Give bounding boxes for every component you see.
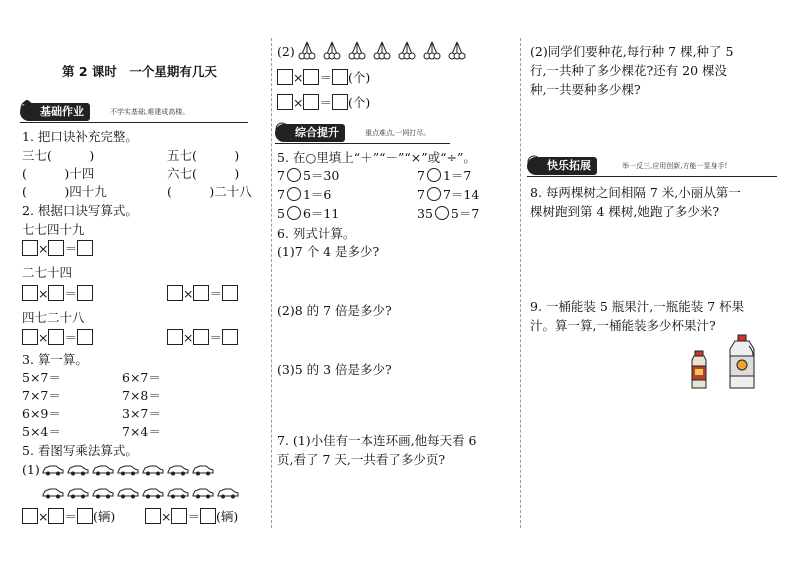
question-8-line-2: 棵树跑到第 4 棵树,她跑了多少米?	[530, 204, 720, 219]
equation-row: × ＝ (辆)	[145, 508, 238, 524]
question-7-part-2-line-1: (2)同学们要种花,每行种 7 棵,种了 5	[530, 44, 734, 59]
question-7-part-2-line-2: 行,一共种了多少棵花?还有 20 棵没	[530, 63, 728, 78]
car-icon	[167, 464, 189, 476]
q6-part-1: (1)7 个 4 是多少?	[277, 244, 380, 259]
q2-rhyme-a: 七七四十九	[22, 222, 85, 237]
q3-item: 7×8＝	[122, 388, 161, 403]
operator-circle[interactable]	[427, 168, 441, 182]
equation-row: × ＝ (个)	[277, 94, 370, 110]
answer-box[interactable]	[77, 329, 93, 345]
car-icon	[192, 487, 214, 499]
equation-row: × ＝	[167, 285, 238, 301]
q3-item: 6×9＝	[22, 406, 61, 421]
equation-row: × ＝	[22, 285, 93, 301]
answer-box[interactable]	[77, 240, 93, 256]
answer-box[interactable]	[277, 94, 293, 110]
question-7-part-2-line-3: 种,一共要种多少棵?	[530, 82, 641, 97]
car-icon	[117, 464, 139, 476]
car-icon	[217, 487, 239, 499]
question-9-line-1: 9. 一桶能装 5 瓶果汁,一瓶能装 7 杯果	[530, 299, 745, 314]
answer-box[interactable]	[332, 94, 348, 110]
question-2: 2. 根据口诀写算式。	[22, 203, 138, 218]
equation-row: × ＝	[22, 329, 93, 345]
car-icon	[42, 487, 64, 499]
equation-row: × ＝ (个)	[277, 69, 370, 85]
question-9-line-2: 汁。算一算,一桶能装多少杯果汁?	[530, 318, 716, 333]
column-divider-left	[271, 38, 272, 528]
q5-part-1-label: (1)	[22, 462, 40, 477]
answer-box[interactable]	[303, 94, 319, 110]
operator-item: 7 7＝14	[417, 187, 480, 202]
q3-item: 5×7＝	[22, 370, 61, 385]
q1-item: 三七( )	[22, 148, 95, 163]
operator-circle[interactable]	[287, 206, 301, 220]
q2-rhyme-b: 二七十四	[22, 265, 73, 280]
answer-box[interactable]	[222, 285, 238, 301]
q3-item: 7×4＝	[122, 424, 161, 439]
car-icon	[92, 464, 114, 476]
q3-item: 5×4＝	[22, 424, 61, 439]
answer-box[interactable]	[22, 240, 38, 256]
question-5: 5. 看图写乘法算式。	[22, 443, 138, 458]
section-badge: 综合提升	[275, 124, 345, 142]
q1-item: ( )四十九	[22, 184, 107, 199]
answer-box[interactable]	[22, 285, 38, 301]
q2-rhyme-c: 四七二十八	[22, 310, 85, 325]
q3-item: 3×7＝	[122, 406, 161, 421]
car-icon	[42, 464, 64, 476]
section-motto: 重点难点,一网打尽。	[365, 129, 431, 137]
operator-item: 7 1＝7	[417, 168, 472, 183]
car-icon	[92, 487, 114, 499]
answer-box[interactable]	[277, 69, 293, 85]
answer-box[interactable]	[222, 329, 238, 345]
question-3: 3. 算一算。	[22, 352, 88, 367]
q6-part-2: (2)8 的 7 倍是多少?	[277, 303, 392, 318]
page-title: 第 2 课时 一个星期有几天	[62, 64, 217, 79]
q1-item: ( )十四	[22, 166, 95, 181]
operator-item: 7 5＝30	[277, 168, 340, 183]
q5-part-2-label: (2)	[277, 44, 295, 59]
question-8-line-1: 8. 每两棵树之间相隔 7 米,小丽从第一	[530, 185, 741, 200]
question-6: 6. 列式计算。	[277, 226, 356, 241]
equation-row: × ＝	[167, 329, 238, 345]
answer-box[interactable]	[77, 285, 93, 301]
section-banner-basic	[20, 103, 248, 123]
car-icon	[192, 464, 214, 476]
answer-box[interactable]	[77, 508, 93, 524]
answer-box[interactable]	[22, 329, 38, 345]
operator-item: 35 5＝7	[417, 206, 480, 221]
question-7-line-2: 页,看了 7 天,一共看了多少页?	[277, 452, 446, 467]
section-motto: 不学实基础,难建成高楼。	[110, 108, 190, 116]
answer-box[interactable]	[303, 69, 319, 85]
section-banner-fun	[527, 157, 777, 177]
equation-row: × ＝ (辆)	[22, 508, 115, 524]
operator-circle[interactable]	[287, 187, 301, 201]
car-row-1	[42, 461, 217, 480]
car-icon	[67, 464, 89, 476]
operator-circle[interactable]	[287, 168, 301, 182]
cherry-row	[297, 40, 497, 66]
answer-box[interactable]	[22, 508, 38, 524]
q3-item: 6×7＝	[122, 370, 161, 385]
car-icon	[142, 464, 164, 476]
equation-row: × ＝	[22, 240, 93, 256]
question-1: 1. 把口诀补充完整。	[22, 129, 138, 144]
q1-item: 六七( )	[167, 166, 240, 181]
answer-box[interactable]	[167, 329, 183, 345]
answer-box[interactable]	[332, 69, 348, 85]
q6-part-3: (3)5 的 3 倍是多少?	[277, 362, 392, 377]
answer-box[interactable]	[171, 508, 187, 524]
car-row-2	[42, 484, 242, 503]
question-5-operators: 5. 在○里填上“＋”“－”“×”或“÷”。	[277, 150, 476, 165]
answer-box[interactable]	[145, 508, 161, 524]
section-banner-combined	[275, 124, 510, 144]
column-divider-right	[520, 38, 521, 528]
answer-box[interactable]	[193, 329, 209, 345]
answer-box[interactable]	[48, 240, 64, 256]
section-badge: 基础作业	[20, 103, 90, 121]
answer-box[interactable]	[200, 508, 216, 524]
q1-item: 五七( )	[167, 148, 240, 163]
q3-item: 7×7＝	[22, 388, 61, 403]
answer-box[interactable]	[48, 508, 64, 524]
juice-bottle-icon	[688, 350, 710, 390]
answer-box[interactable]	[48, 329, 64, 345]
juice-jug-icon	[727, 334, 757, 390]
operator-circle[interactable]	[427, 187, 441, 201]
section-badge: 快乐拓展	[527, 157, 597, 175]
operator-circle[interactable]	[435, 206, 449, 220]
answer-box[interactable]	[193, 285, 209, 301]
q1-item: ( )二十八	[167, 184, 252, 199]
car-icon	[142, 487, 164, 499]
question-7-line-1: 7. (1)小佳有一本连环画,他每天看 6	[277, 433, 477, 448]
car-icon	[117, 487, 139, 499]
car-icon	[67, 487, 89, 499]
answer-box[interactable]	[167, 285, 183, 301]
car-icon	[167, 487, 189, 499]
operator-item: 5 6＝11	[277, 206, 340, 221]
operator-item: 7 1＝6	[277, 187, 332, 202]
section-motto: 举一反三,应用创新,方能一显身手!	[622, 162, 728, 170]
cherry-bunch-icon	[297, 40, 497, 62]
answer-box[interactable]	[48, 285, 64, 301]
